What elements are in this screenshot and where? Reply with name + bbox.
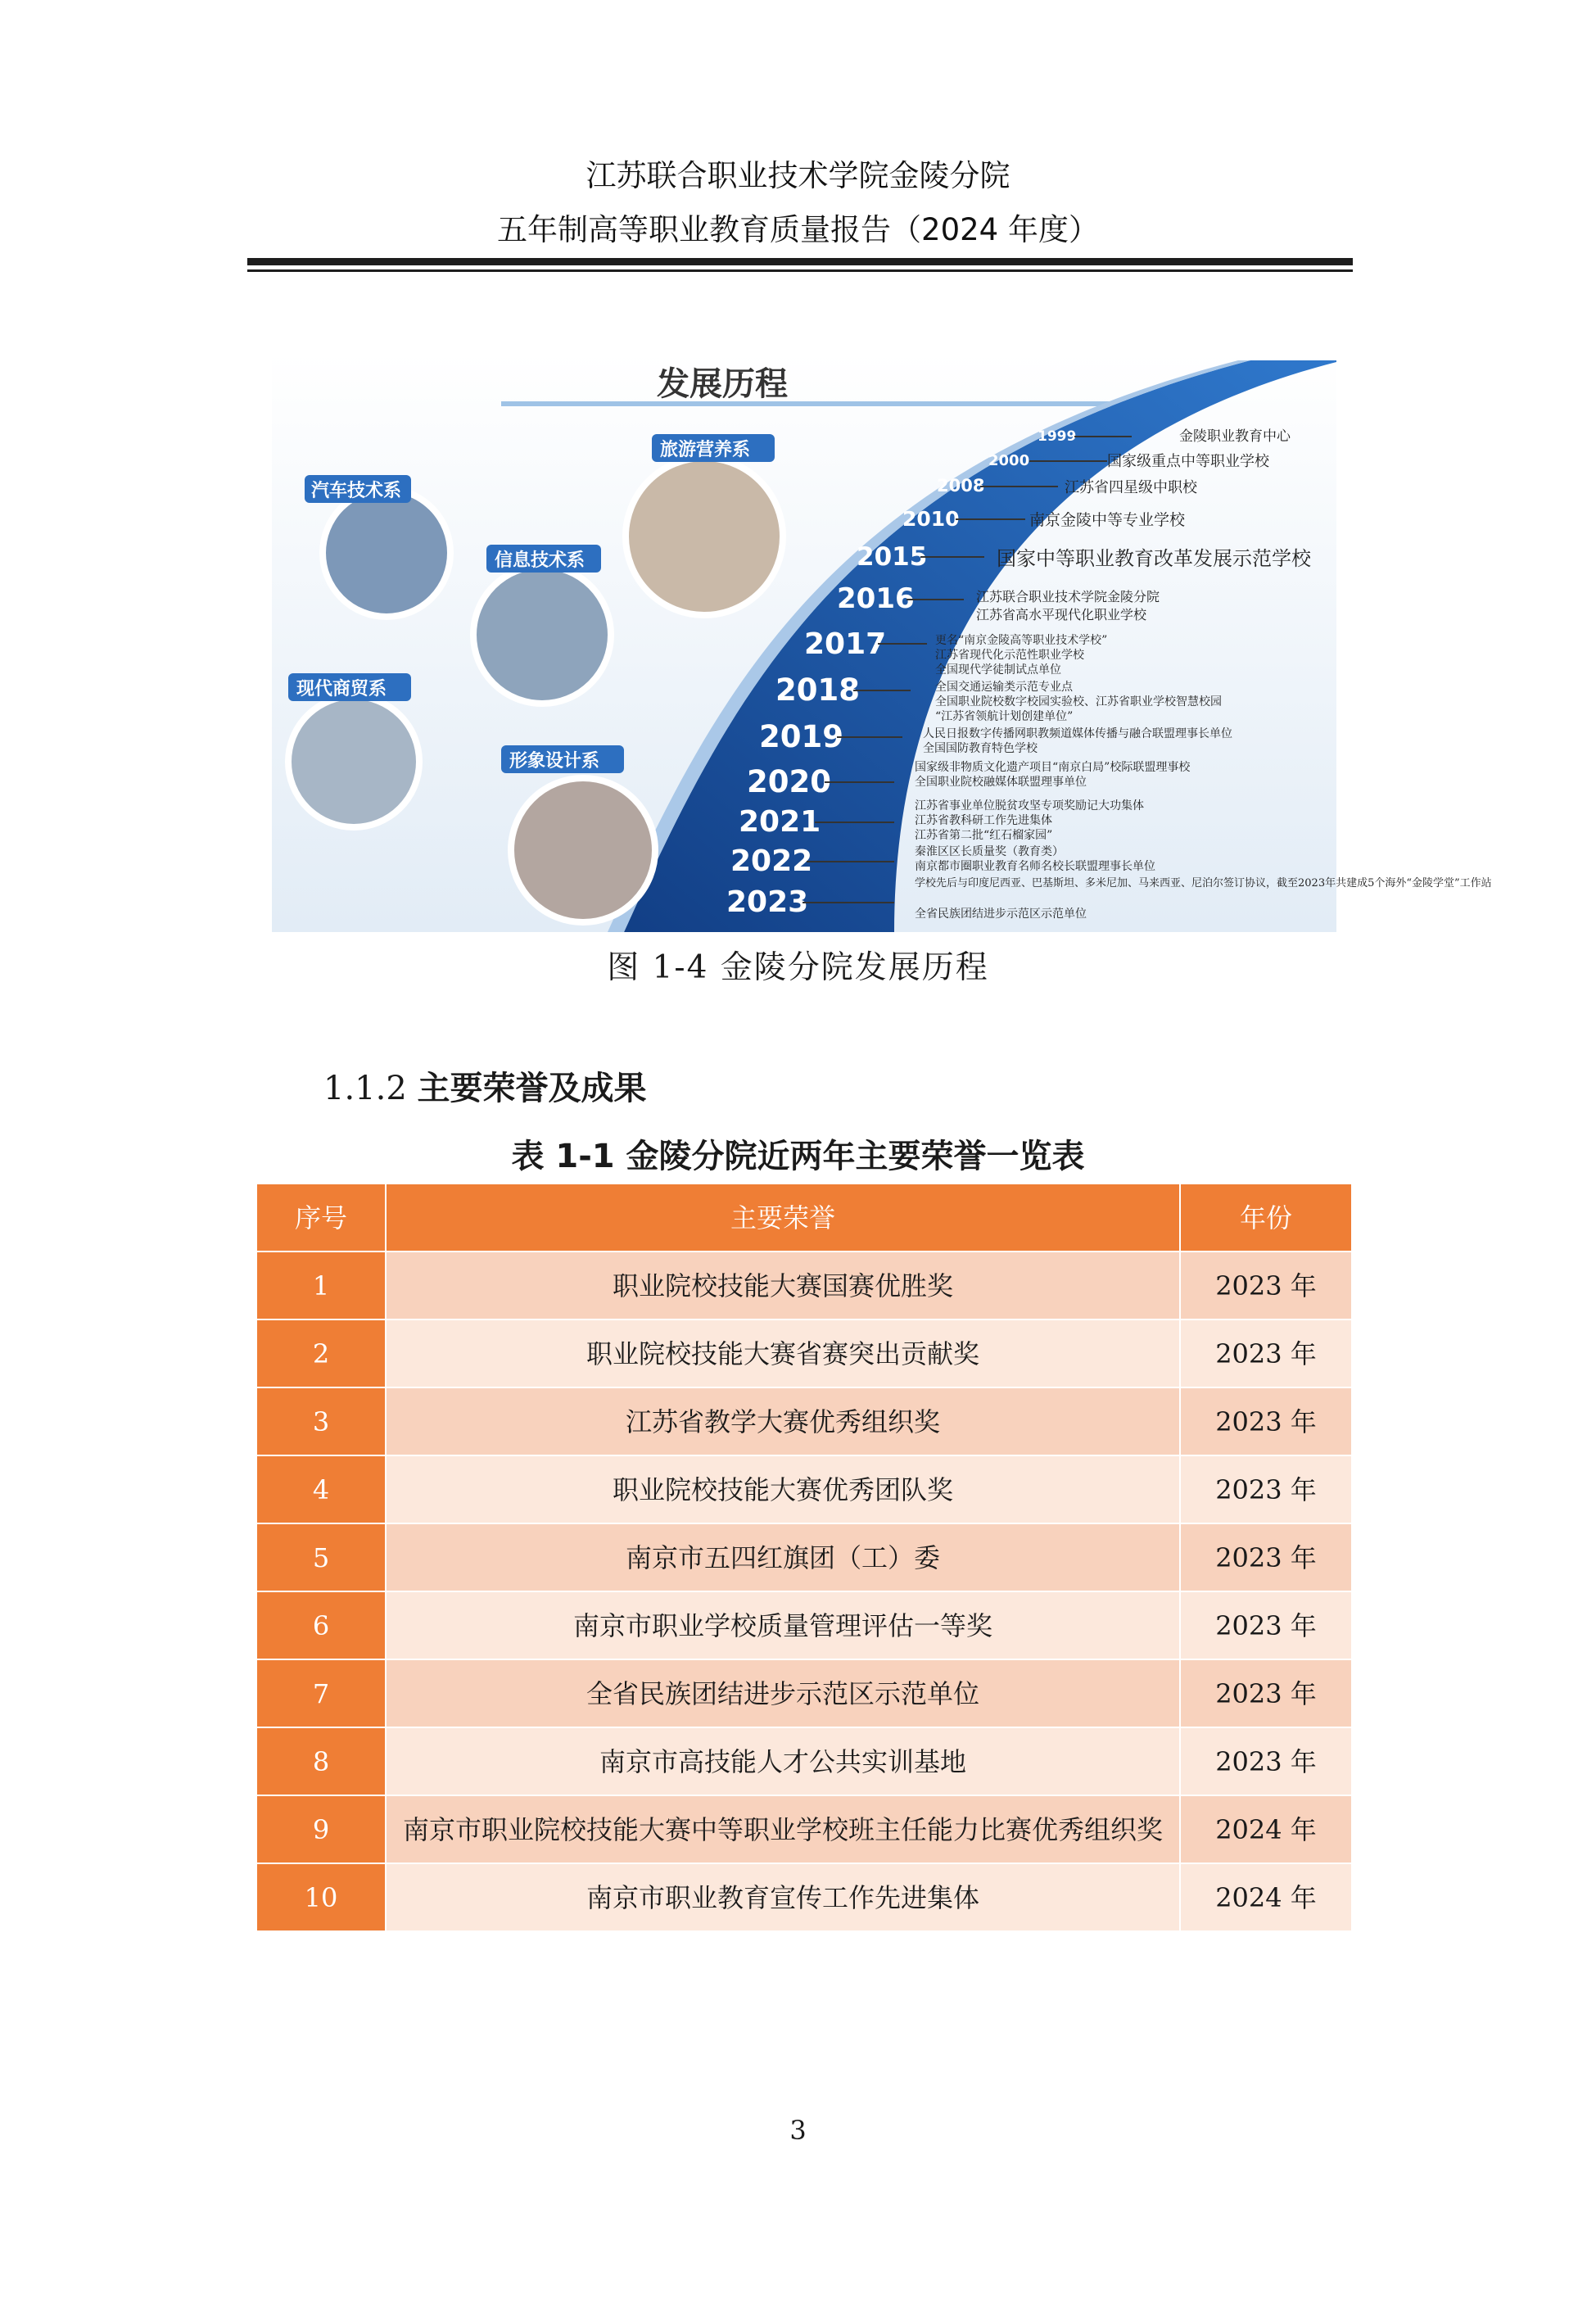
dept-label-auto: 汽车技术系 [311,481,402,501]
row-honor: 南京市职业教育宣传工作先进集体 [387,1864,1179,1930]
page-number: 3 [789,2115,807,2146]
timeline-graphic [272,352,1492,932]
header-year: 年份 [1181,1184,1351,1251]
row-honor: 南京市职业学校质量管理评估一等奖 [387,1592,1179,1659]
timeline-text: 秦淮区区长质量奖（教育类） [915,845,1064,858]
timeline-year: 2000 [988,452,1030,469]
row-honor: 职业院校技能大赛省赛突出贡献奖 [387,1320,1179,1387]
timeline-year: 2023 [726,885,809,919]
row-index: 2 [257,1320,385,1387]
dept-label-design: 形象设计系 [509,751,600,772]
timeline-text: 人民日报数字传播网职教频道媒体传播与融合联盟理事长单位 [923,727,1232,740]
section-number: 1.1.2 [323,1070,407,1107]
table-row [257,1864,1351,1930]
row-index: 8 [257,1728,385,1795]
table-row [257,1456,1351,1523]
timeline-note: 学校先后与印度尼西亚、巴基斯坦、多米尼加、马来西亚、尼泊尔签订协议，截至2023年共建成5个海外“金陵学堂”工作站 [915,877,1492,889]
banner-underline [501,401,1124,406]
timeline-note: 国家级非物质文化遗产项目“南京白局”校际联盟理事校 [915,761,1191,774]
row-year: 2023 年 [1181,1252,1351,1319]
banner-title: 发展历程 [657,364,788,403]
timeline-note: 江苏省第二批“红石榴家园” [915,829,1053,842]
timeline-text: 金陵职业教育中心 [1179,428,1291,445]
row-index: 5 [257,1524,385,1591]
row-honor: 全省民族团结进步示范区示范单位 [387,1660,1179,1727]
row-index: 6 [257,1592,385,1659]
row-year: 2023 年 [1181,1320,1351,1387]
timeline-year: 2016 [837,582,915,615]
row-index: 3 [257,1388,385,1455]
row-honor: 南京市高技能人才公共实训基地 [387,1728,1179,1795]
row-honor: 南京市五四红旗团（工）委 [387,1524,1179,1591]
header-rule-thin [247,269,1353,272]
table-row [257,1660,1351,1727]
timeline-text: 江苏联合职业技术学院金陵分院 [976,589,1160,604]
timeline-text: 江苏省四星级中职校 [1065,479,1197,496]
header-index: 序号 [257,1184,385,1251]
figure-caption: 图 1-4 金陵分院发展历程 [607,949,989,986]
row-year: 2023 年 [1181,1728,1351,1795]
table-header-row [257,1184,1351,1251]
timeline-year: 1999 [1038,428,1077,445]
row-index: 4 [257,1456,385,1523]
table-row [257,1524,1351,1591]
header-report-title: 五年制高等职业教育质量报告（2024 年度） [497,212,1099,247]
dept-label-tourism: 旅游营养系 [660,440,751,460]
timeline-text: 全国职业院校融媒体联盟理事单位 [915,776,1087,789]
timeline-year: 2020 [747,764,831,799]
timeline-note: 南京都市圈职业教育名师名校长联盟理事长单位 [915,860,1155,873]
header-rule [247,258,1353,265]
table-row [257,1320,1351,1387]
dept-label-trade: 现代商贸系 [296,679,387,699]
row-index: 10 [257,1864,385,1930]
timeline-note: 江苏省教科研工作先进集体 [915,814,1052,827]
row-honor: 职业院校技能大赛国赛优胜奖 [387,1252,1179,1319]
timeline-text: 全国交通运输类示范专业点 [935,681,1073,694]
dept-label-it: 信息技术系 [495,550,586,571]
timeline-year: 2008 [937,476,985,496]
timeline-note: 全国现代学徒制试点单位 [935,663,1061,677]
timeline-year: 2022 [730,844,813,878]
table-row [257,1728,1351,1795]
table-title: 表 1-1 金陵分院近两年主要荣誉一览表 [511,1138,1085,1175]
table-row [257,1388,1351,1455]
row-year: 2024 年 [1181,1864,1351,1930]
timeline-note: 全国职业院校数字校园实验校、江苏省职业学校智慧校园 [935,695,1222,708]
header-school-name: 江苏联合职业技术学院金陵分院 [586,158,1010,193]
row-index: 1 [257,1252,385,1319]
timeline-year: 2017 [804,627,887,661]
timeline-note: 江苏省现代化示范性职业学校 [935,649,1084,662]
timeline-text: 全省民族团结进步示范区示范单位 [915,908,1087,921]
timeline-year: 2015 [857,542,928,572]
timeline-text: 南京金陵中等专业学校 [1029,511,1186,529]
development-history-figure [272,352,1492,932]
header-honor: 主要荣誉 [387,1184,1179,1251]
section-title: 主要荣誉及成果 [417,1070,647,1107]
timeline-year: 2018 [775,672,860,708]
timeline-text: 更名“南京金陵高等职业技术学校” [935,634,1108,647]
section-heading [323,1062,647,1109]
dept-circle-it [473,545,611,704]
row-year: 2023 年 [1181,1388,1351,1455]
row-index: 7 [257,1660,385,1727]
timeline-text: 国家中等职业教育改革发展示范学校 [997,547,1311,570]
timeline-text: 江苏省事业单位脱贫攻坚专项奖励记大功集体 [915,799,1144,812]
table-row [257,1796,1351,1863]
timeline-year: 2019 [759,719,843,754]
row-honor: 江苏省教学大赛优秀组织奖 [387,1388,1179,1455]
honors-table [257,1184,1351,1932]
table-row [257,1592,1351,1659]
timeline-year: 2021 [739,805,821,839]
row-index: 9 [257,1796,385,1863]
row-year: 2023 年 [1181,1456,1351,1523]
timeline-text: 国家级重点中等职业学校 [1107,453,1269,470]
dept-circle-trade [288,673,419,827]
row-year: 2023 年 [1181,1524,1351,1591]
table-row [257,1252,1351,1319]
timeline-note: 江苏省高水平现代化职业学校 [976,607,1147,622]
row-honor: 南京市职业院校技能大赛中等职业学校班主任能力比赛优秀组织奖 [387,1796,1179,1863]
row-year: 2023 年 [1181,1592,1351,1659]
timeline-note: 全国国防教育特色学校 [923,742,1038,755]
timeline-note: “江苏省领航计划创建单位” [935,710,1074,723]
row-honor: 职业院校技能大赛优秀团队奖 [387,1456,1179,1523]
timeline-year: 2010 [902,507,960,531]
row-year: 2023 年 [1181,1660,1351,1727]
row-year: 2024 年 [1181,1796,1351,1863]
